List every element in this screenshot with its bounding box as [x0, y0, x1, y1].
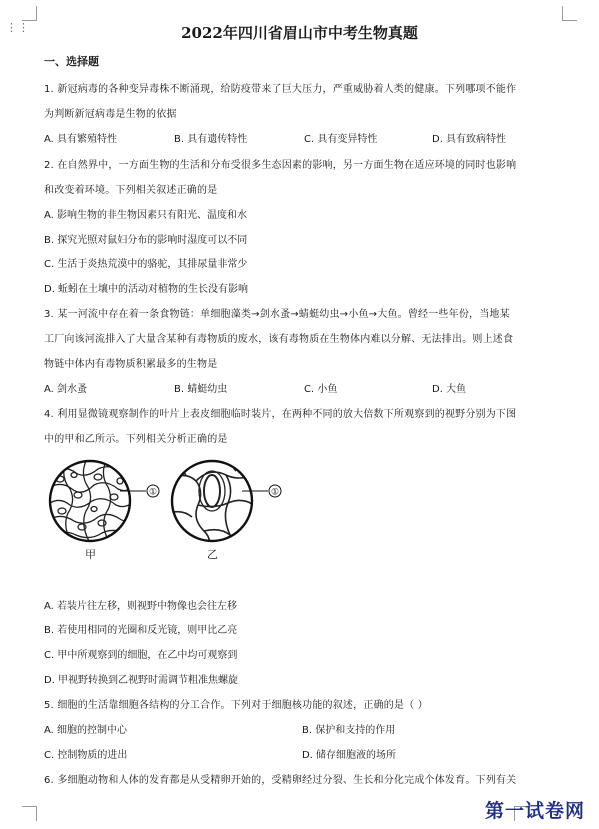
question-2-line-2: 和改变着环境。下列相关叙述正确的是: [44, 185, 218, 196]
microscope-view-yi: [168, 457, 290, 545]
question-5-option-c: C. 控制物质的进出: [44, 750, 128, 761]
question-3-option-a: A. 剑水蚤: [44, 384, 88, 395]
document-title: 2022年四川省眉山市中考生物真题: [181, 24, 418, 42]
drag-handle-icon[interactable]: ⋮⋮: [6, 21, 30, 34]
question-3-line-2: 工厂向该河流排入了大量含某种有毒物质的废水，该有毒物质在生物体内难以分解、无法排出。则上述食: [44, 334, 514, 345]
question-5-line-1: 5. 细胞的生活靠细胞各结构的分工合作。下列对于细胞核功能的叙述，正确的是（ ）: [44, 700, 428, 711]
question-6-line-1: 6. 多细胞动物和人体的发育都是从受精卵开始的，受精卵经过分裂、生长和分化完成个体发育。下列有关: [44, 775, 517, 786]
section-heading: 一、选择题: [44, 55, 99, 68]
question-5-option-a: A. 细胞的控制中心: [44, 725, 128, 736]
question-2-option-c: C. 生活于炎热荒漠中的骆驼，其排尿量非常少: [44, 259, 248, 270]
figure-label-jia: 甲: [85, 548, 96, 561]
question-1-option-b: B. 具有遗传特性: [174, 134, 248, 145]
question-3-line-3: 物链中体内有毒物质积累最多的生物是: [44, 359, 218, 370]
question-3-option-d: D. 大鱼: [432, 384, 467, 395]
question-4-option-d: D. 甲视野转换到乙视野时需调节粗准焦螺旋: [44, 675, 239, 686]
site-watermark: 第一试卷网: [484, 800, 585, 822]
question-3-option-b: B. 蜻蜓幼虫: [174, 384, 228, 395]
question-3-option-c: C. 小鱼: [304, 384, 338, 395]
question-4-option-b: B. 若使用相同的光圈和反光镜，则甲比乙亮: [44, 625, 238, 636]
figure-label-yi: 乙: [207, 548, 218, 561]
question-2-option-d: D. 蚯蚓在土壤中的活动对植物的生长没有影响: [44, 284, 249, 295]
question-1-option-c: C. 具有变异特性: [304, 134, 378, 145]
question-3-line-1: 3. 某一河流中存在着一条食物链：单细胞藻类→剑水蚤→蜻蜓幼虫→小鱼→大鱼。曾经一些年份，当地某: [44, 309, 510, 320]
question-4-option-c: C. 甲中所观察到的细胞，在乙中均可观察到: [44, 650, 238, 661]
question-5-option-b: B. 保护和支持的作用: [302, 725, 396, 736]
crop-mark-top-left: [22, 6, 37, 21]
crop-mark-top-right: [562, 6, 577, 21]
figure-marker-1: ①: [148, 487, 158, 498]
question-2-option-b: B. 探究光照对鼠妇分布的影响时湿度可以不同: [44, 235, 248, 246]
crop-mark-bottom-left: [22, 806, 37, 821]
question-4-line-2: 中的甲和乙所示。下列相关分析正确的是: [44, 434, 228, 445]
question-4-option-a: A. 若装片往左移，则视野中物像也会往左移: [44, 601, 238, 612]
question-1-option-a: A. 具有繁殖特性: [44, 134, 118, 145]
question-4-line-1: 4. 利用显微镜观察制作的叶片上表皮细胞临时装片，在两种不同的放大倍数下所观察到的视野分别为下图: [44, 409, 517, 420]
question-5-option-d: D. 储存细胞液的场所: [302, 750, 397, 761]
question-1-line-2: 为判断新冠病毒是生物的依据: [44, 109, 177, 120]
question-1-option-d: D. 具有致病特性: [432, 134, 507, 145]
figure-marker-1: ①: [270, 487, 280, 498]
question-2-option-a: A. 影响生物的非生物因素只有阳光、温度和水: [44, 210, 248, 221]
question-2-line-1: 2. 在自然界中，一方面生物的生活和分布受很多生态因素的影响，另一方面生物在适应环境的同时也影响: [44, 160, 517, 171]
question-1-line-1: 1. 新冠病毒的各种变异毒株不断涌现，给防疫带来了巨大压力，严重威胁着人类的健康。下列哪项不能作: [44, 84, 517, 95]
microscope-view-jia: [46, 457, 168, 545]
